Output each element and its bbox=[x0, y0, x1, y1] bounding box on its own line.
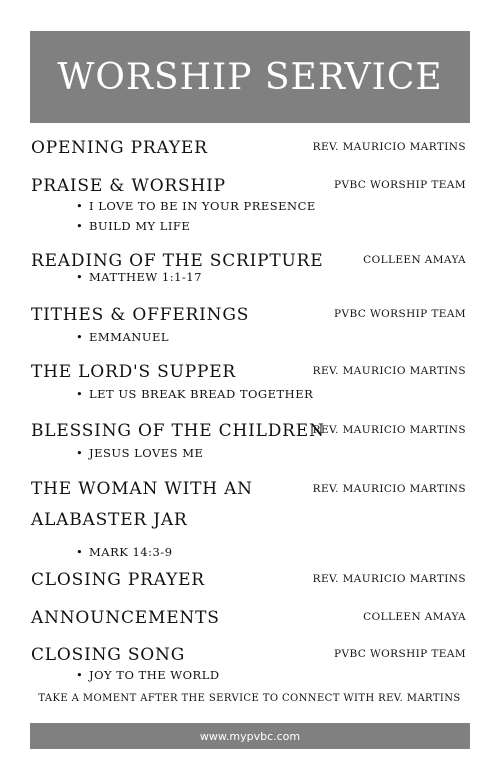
bullet-icon: • bbox=[76, 387, 84, 401]
list-item: • I LOVE TO BE IN YOUR PRESENCE bbox=[31, 196, 466, 216]
program-item-leader: COLLEEN AMAYA bbox=[363, 254, 466, 266]
program-item-title: ANNOUNCEMENTS bbox=[31, 608, 220, 628]
program-item-leader: PVBC WORSHIP TEAM bbox=[334, 308, 466, 320]
program-item-praise-worship bbox=[31, 176, 466, 236]
program-item-leader: REV. MAURICIO MARTINS bbox=[312, 483, 466, 495]
list-item: • MATTHEW 1:1-17 bbox=[31, 267, 466, 287]
program-item-leader: REV. MAURICIO MARTINS bbox=[312, 424, 466, 436]
program-item-closing-song bbox=[31, 645, 466, 685]
list-item: • JESUS LOVES ME bbox=[31, 443, 466, 463]
program-item-leader: PVBC WORSHIP TEAM bbox=[334, 179, 466, 191]
website-link[interactable]: www.mypvbc.com bbox=[199, 729, 301, 743]
program-item-leader: PVBC WORSHIP TEAM bbox=[334, 648, 466, 660]
song-list bbox=[31, 542, 466, 562]
bullet-icon: • bbox=[76, 199, 84, 213]
program-item-reading-scripture bbox=[31, 251, 466, 287]
bullet-icon: • bbox=[76, 330, 84, 344]
song-list bbox=[31, 443, 466, 463]
program-item-blessing-children bbox=[31, 421, 466, 463]
program-item-opening-prayer bbox=[31, 138, 466, 158]
footer-note: TAKE A MOMENT AFTER THE SERVICE TO CONNECT WITH REV. MARTINS bbox=[38, 693, 461, 704]
song-list bbox=[31, 196, 466, 236]
program-item-title: THE LORD'S SUPPER bbox=[31, 362, 237, 382]
program-item-title: TITHES & OFFERINGS bbox=[31, 305, 250, 325]
program-item-lords-supper bbox=[31, 362, 466, 404]
footer-banner bbox=[30, 723, 470, 749]
list-item: • LET US BREAK BREAD TOGETHER bbox=[31, 384, 466, 404]
header-banner bbox=[30, 31, 470, 123]
bullet-icon: • bbox=[76, 219, 84, 233]
bullet-icon: • bbox=[76, 668, 84, 682]
bullet-icon: • bbox=[76, 270, 84, 284]
song-list bbox=[31, 327, 466, 347]
song-list bbox=[31, 267, 466, 287]
program-item-title: THE WOMAN WITH AN ALABASTER JAR bbox=[31, 479, 253, 530]
list-item: • JOY TO THE WORLD bbox=[31, 665, 466, 685]
list-item: • EMMANUEL bbox=[31, 327, 466, 347]
bullet-icon: • bbox=[76, 446, 84, 460]
song-list bbox=[31, 665, 466, 685]
program-item-alabaster-jar bbox=[31, 474, 466, 562]
program-item-leader: REV. MAURICIO MARTINS bbox=[312, 365, 466, 377]
program-item-announcements bbox=[31, 608, 466, 628]
list-item: • BUILD MY LIFE bbox=[31, 216, 466, 236]
song-list bbox=[31, 384, 466, 404]
program-item-title: PRAISE & WORSHIP bbox=[31, 176, 226, 196]
page-title: WORSHIP SERVICE bbox=[57, 56, 443, 98]
program-item-title: OPENING PRAYER bbox=[31, 138, 208, 158]
list-item: • MARK 14:3-9 bbox=[31, 542, 466, 562]
program-item-title: READING OF THE SCRIPTURE bbox=[31, 251, 324, 271]
bullet-icon: • bbox=[76, 545, 84, 559]
program-item-closing-prayer bbox=[31, 570, 466, 590]
program-item-title: CLOSING SONG bbox=[31, 645, 186, 665]
program-item-title: BLESSING OF THE CHILDREN bbox=[31, 421, 325, 441]
program-item-leader: REV. MAURICIO MARTINS bbox=[312, 141, 466, 153]
program-item-tithes-offerings bbox=[31, 305, 466, 347]
program-item-leader: REV. MAURICIO MARTINS bbox=[312, 573, 466, 585]
program-item-leader: COLLEEN AMAYA bbox=[363, 611, 466, 623]
program-item-title: CLOSING PRAYER bbox=[31, 570, 205, 590]
